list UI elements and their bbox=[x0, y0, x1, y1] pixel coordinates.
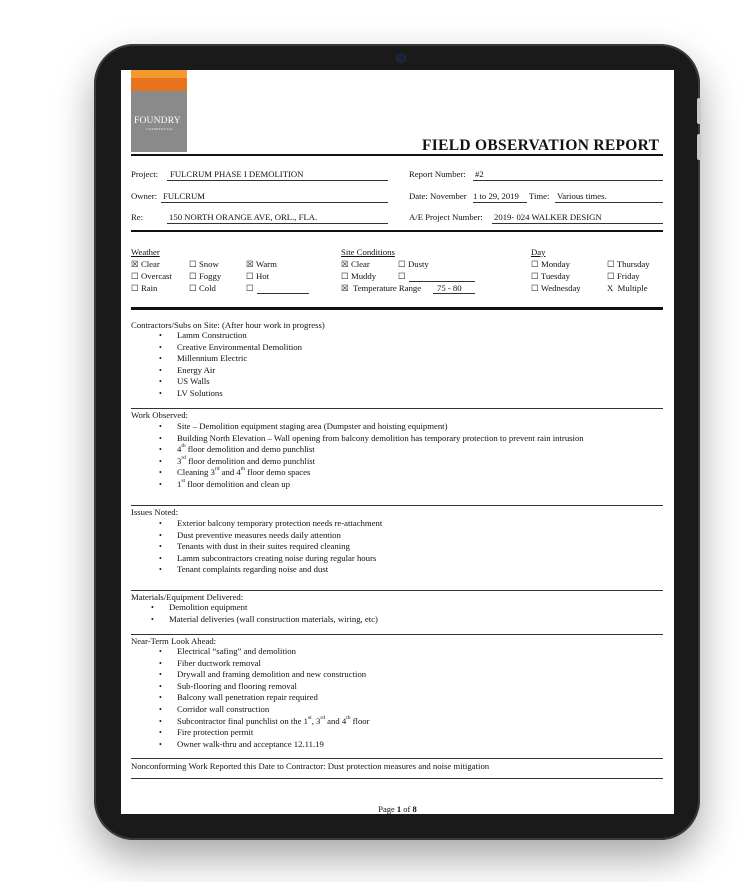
list-item: • Material deliveries (wall construction materials, wiring, etc) bbox=[169, 614, 378, 626]
time-value: Various times. bbox=[557, 191, 607, 201]
section-divider bbox=[131, 778, 663, 779]
list-item: • Balcony wall penetration repair required bbox=[177, 692, 370, 704]
title-rule bbox=[131, 154, 663, 156]
list-item: • Fire protection permit bbox=[177, 727, 370, 739]
look-ahead-heading: Near-Term Look Ahead: bbox=[131, 636, 217, 646]
day-tuesday-checkbox[interactable]: ☐ Tuesday bbox=[531, 271, 570, 281]
list-item: • Tenants with dust in their suites required cleaning bbox=[177, 541, 382, 553]
volume-button bbox=[697, 98, 701, 124]
site-other-checkbox[interactable]: ☐ bbox=[398, 271, 406, 281]
list-item: • 4th floor demolition and demo punchlist bbox=[177, 444, 584, 456]
list-item: • Fiber ductwork removal bbox=[177, 658, 370, 670]
list-item: • 3rd floor demolition and demo punchlist bbox=[177, 456, 584, 468]
list-item: • Owner walk-thru and acceptance 12.11.19 bbox=[177, 739, 370, 751]
list-item: • Exterior balcony temporary protection needs re-attachment bbox=[177, 518, 382, 530]
section-divider bbox=[131, 634, 663, 635]
document-page bbox=[121, 70, 674, 814]
list-item: • Cleaning 3rd and 4th floor demo spaces bbox=[177, 467, 584, 479]
list-item: • Demolition equipment bbox=[169, 602, 378, 614]
list-item: • Site – Demolition equipment staging area (Dumpster and hoisting equipment) bbox=[177, 421, 584, 433]
list-item: • Energy Air bbox=[177, 365, 302, 377]
project-value: FULCRUM PHASE I DEMOLITION bbox=[170, 169, 304, 179]
list-item: • Dust preventive measures needs daily attention bbox=[177, 530, 382, 542]
weather-hot-checkbox[interactable]: ☐ Hot bbox=[246, 271, 269, 281]
company-logo bbox=[131, 70, 187, 152]
weather-warm-checkbox[interactable]: ☒ Warm bbox=[246, 259, 277, 269]
report-number-label: Report Number: bbox=[409, 169, 466, 179]
weather-overcast-checkbox[interactable]: ☐ Overcast bbox=[131, 271, 172, 281]
weather-foggy-checkbox[interactable]: ☐ Foggy bbox=[189, 271, 222, 281]
camera-icon bbox=[397, 54, 405, 62]
section-divider bbox=[131, 505, 663, 506]
date-value: 1 to 29, 2019 bbox=[473, 191, 519, 201]
list-item: • Millennium Electric bbox=[177, 353, 302, 365]
contractors-heading: Contractors/Subs on Site: (After hour work in progress) bbox=[131, 320, 325, 330]
logo-name: FOUNDRY bbox=[134, 116, 181, 126]
work-observed-list bbox=[177, 421, 584, 491]
re-value: 150 NORTH ORANGE AVE, ORL., FLA. bbox=[169, 212, 318, 222]
list-item: • Tenant complaints regarding noise and dust bbox=[177, 564, 382, 576]
nonconforming-work: Nonconforming Work Reported this Date to Contractor: Dust protection measures and noise mitigation bbox=[131, 761, 490, 771]
day-multiple-checkbox[interactable]: X Multiple bbox=[607, 283, 648, 293]
header-rule bbox=[131, 230, 663, 232]
day-friday-checkbox[interactable]: ☐ Friday bbox=[607, 271, 640, 281]
materials-list bbox=[169, 602, 378, 625]
report-number-value: #2 bbox=[475, 169, 484, 179]
list-item: • Lamm Construction bbox=[177, 330, 302, 342]
list-item: • Lamm subcontractors creating noise during regular hours bbox=[177, 553, 382, 565]
weather-clear-checkbox[interactable]: ☒ Clear bbox=[131, 259, 160, 269]
weather-rain-checkbox[interactable]: ☐ Rain bbox=[131, 283, 158, 293]
site-dusty-checkbox[interactable]: ☐ Dusty bbox=[398, 259, 429, 269]
contractors-list bbox=[177, 330, 302, 400]
logo-subtitle: COMMERCIAL bbox=[146, 127, 174, 131]
section-divider bbox=[131, 408, 663, 409]
weather-snow-checkbox[interactable]: ☐ Snow bbox=[189, 259, 219, 269]
site-conditions-heading: Site Conditions bbox=[341, 247, 395, 257]
list-item: • Creative Environmental Demolition bbox=[177, 342, 302, 354]
list-item: • Drywall and framing demolition and new construction bbox=[177, 669, 370, 681]
weather-other-checkbox[interactable]: ☐ bbox=[246, 283, 254, 293]
re-label: Re: bbox=[131, 212, 144, 222]
day-heading: Day bbox=[531, 247, 546, 257]
site-muddy-checkbox[interactable]: ☐ Muddy bbox=[341, 271, 377, 281]
report-title: FIELD OBSERVATION REPORT bbox=[422, 137, 660, 154]
date-label: Date: November bbox=[409, 191, 467, 201]
section-divider bbox=[131, 758, 663, 759]
look-ahead-list bbox=[177, 646, 370, 750]
site-temperature-checkbox[interactable]: ☒ Temperature Range bbox=[341, 283, 422, 293]
page-number: Page 1 of 8 bbox=[378, 804, 417, 814]
ae-project-value: 2019- 024 WALKER DESIGN bbox=[494, 212, 602, 222]
issues-heading: Issues Noted: bbox=[131, 507, 179, 517]
day-wednesday-checkbox[interactable]: ☐ Wednesday bbox=[531, 283, 581, 293]
work-observed-heading: Work Observed: bbox=[131, 410, 188, 420]
weather-heading: Weather bbox=[131, 247, 160, 257]
section-divider bbox=[131, 590, 663, 591]
temperature-range-value: 75 - 80 bbox=[437, 283, 462, 293]
list-item: • Electrical “safing” and demolition bbox=[177, 646, 370, 658]
issues-list bbox=[177, 518, 382, 576]
list-item: • Sub-flooring and flooring removal bbox=[177, 681, 370, 693]
project-label: Project: bbox=[131, 169, 159, 179]
list-item: • Corridor wall construction bbox=[177, 704, 370, 716]
day-monday-checkbox[interactable]: ☐ Monday bbox=[531, 259, 570, 269]
ae-project-label: A/E Project Number: bbox=[409, 212, 483, 222]
power-button bbox=[697, 134, 701, 160]
time-label: Time: bbox=[529, 191, 550, 201]
weather-cold-checkbox[interactable]: ☐ Cold bbox=[189, 283, 216, 293]
owner-value: FULCRUM bbox=[163, 191, 205, 201]
list-item: • US Walls bbox=[177, 376, 302, 388]
site-clear-checkbox[interactable]: ☒ Clear bbox=[341, 259, 370, 269]
list-item: • LV Solutions bbox=[177, 388, 302, 400]
materials-heading: Materials/Equipment Delivered: bbox=[131, 592, 244, 602]
conditions-rule bbox=[131, 307, 663, 310]
owner-label: Owner: bbox=[131, 191, 158, 201]
list-item: • Building North Elevation – Wall opening from balcony demolition has temporary protection to prevent rain intrusion bbox=[177, 433, 584, 445]
list-item: • 1st floor demolition and clean up bbox=[177, 479, 584, 491]
list-item: • Subcontractor final punchlist on the 1st, 3rd and 4th floor bbox=[177, 716, 370, 728]
day-thursday-checkbox[interactable]: ☐ Thursday bbox=[607, 259, 650, 269]
